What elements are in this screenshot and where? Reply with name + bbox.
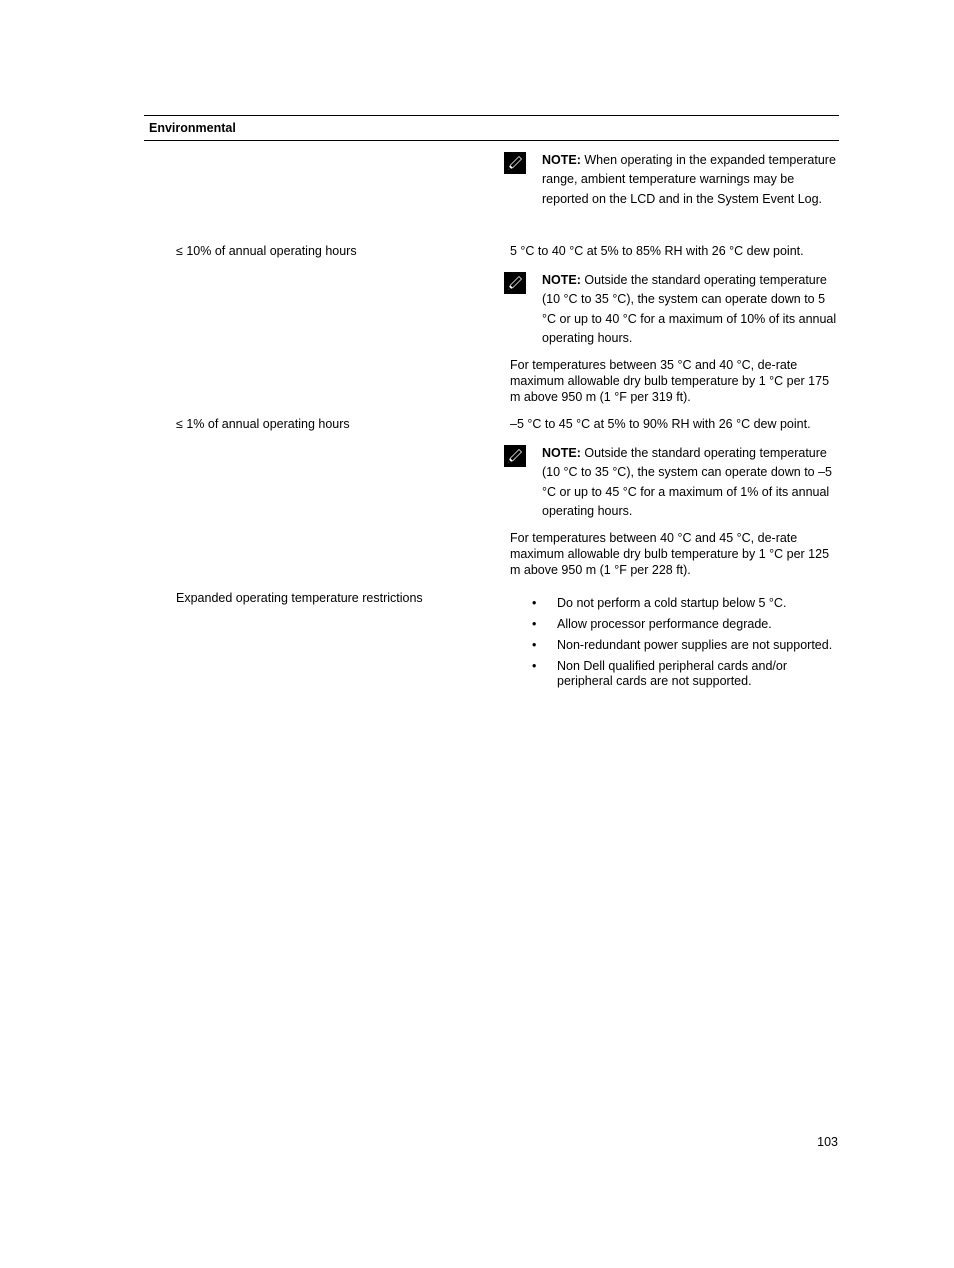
bullet: • [532, 659, 537, 673]
note-pencil-icon [504, 272, 526, 294]
bullet: • [532, 596, 537, 610]
derate-1pct: For temperatures between 40 °C and 45 °C, de-rate maximum allowable dry bulb temperature by 1 °C per 125 m above 950 m (1 °F per 228 ft). [510, 531, 830, 577]
header-bottom-rule [144, 140, 839, 141]
list-item: • Allow processor performance degrade. [532, 617, 772, 631]
note-pencil-icon [504, 152, 526, 174]
note-prefix: NOTE: [542, 273, 581, 287]
list-item: • Do not perform a cold startup below 5 °C. [532, 596, 787, 610]
page-number: 103 [817, 1135, 838, 1149]
note-text: When operating in the expanded temperature range, ambient temperature warnings may be reported on the LCD and in the System Event Log. [542, 153, 836, 206]
restrictions-list [510, 596, 840, 695]
row-label-1pct: ≤ 1% of annual operating hours [176, 417, 350, 431]
row-value-1pct: –5 °C to 45 °C at 5% to 90% RH with 26 °C dew point. [510, 417, 811, 431]
note-text: Outside the standard operating temperature (10 °C to 35 °C), the system can operate down to –5 °C or up to 45 °C for a maximum of 1% of its annual operating hours. [542, 446, 833, 518]
derate-10pct: For temperatures between 35 °C and 40 °C, de-rate maximum allowable dry bulb temperature by 1 °C per 175 m above 950 m (1 °F per 319 ft). [510, 358, 830, 404]
table-top-rule [144, 115, 839, 116]
section-header: Environmental [149, 121, 236, 135]
note-pencil-icon [504, 445, 526, 467]
bullet: • [532, 617, 537, 631]
list-item: • Non Dell qualified peripheral cards and/or peripheral cards are not supported. [532, 659, 787, 688]
row-label-10pct: ≤ 10% of annual operating hours [176, 244, 357, 258]
bullet: • [532, 638, 537, 652]
list-item: • Non-redundant power supplies are not supported. [532, 638, 833, 652]
row-value-10pct: 5 °C to 40 °C at 5% to 85% RH with 26 °C dew point. [510, 244, 804, 258]
note-prefix: NOTE: [542, 153, 581, 167]
note-text: Outside the standard operating temperature (10 °C to 35 °C), the system can operate down to 5 °C or up to 40 °C for a maximum of 10% of its annual operating hours. [542, 273, 837, 345]
row-label-restrictions: Expanded operating temperature restrictions [176, 591, 423, 605]
note-prefix: NOTE: [542, 446, 581, 460]
